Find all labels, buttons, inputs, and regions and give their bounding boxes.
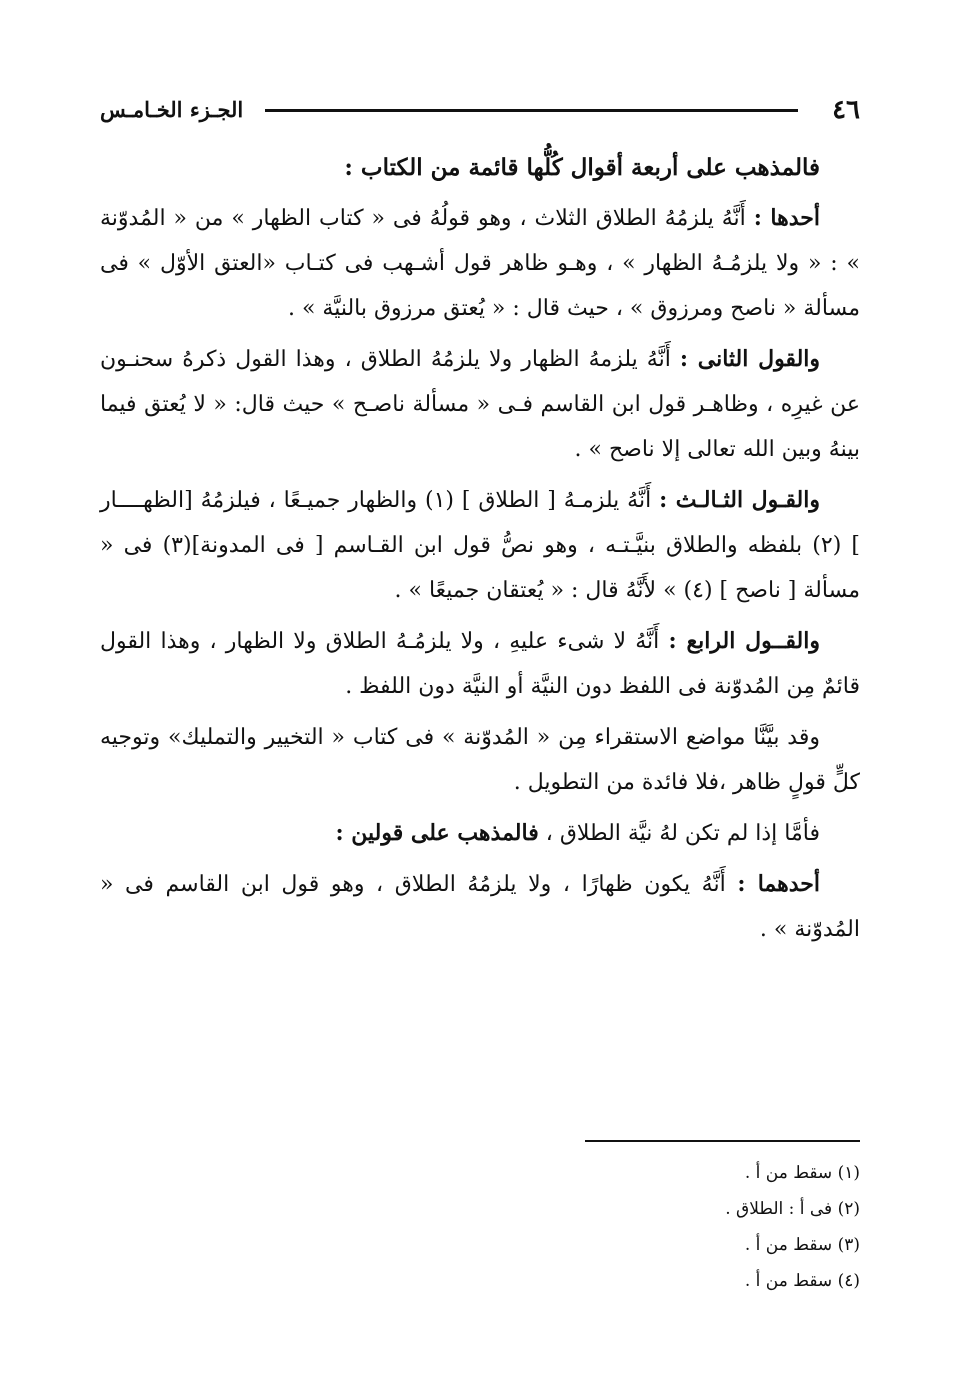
page-header bbox=[100, 92, 860, 132]
paragraph-first-opinion bbox=[100, 196, 860, 331]
paragraph-lead: أحدهما : bbox=[737, 871, 820, 897]
footnote-rule bbox=[585, 1140, 860, 1142]
paragraph-lead: فالمذهب على قولين : bbox=[335, 820, 539, 846]
section-intro: فالمذهب على أربعة أقوال كُلُّها قائمة من الكتاب : bbox=[344, 154, 820, 181]
paragraph-lead: والقــول الرابع : bbox=[668, 628, 820, 654]
paragraph-text: فأمَّا إذا لم تكن لهُ نيَّة الطلاق ، bbox=[538, 821, 820, 846]
paragraph-text: أَنَّهُ يلزمهُ الظهار ولا يلزمُهُ الطلاق ، وهذا القول ذكرهُ سحنـون عن غيرِه ، وظاهـر قول ابن القاسم فـى « مسألة ناصـح » حيث قال: « لا يُعتق فيما بينهُ وبين الله تعالى إلا ناصح » . bbox=[100, 347, 860, 462]
footnotes bbox=[460, 1155, 860, 1299]
footnote: (٢) فى أ : الطلاق . bbox=[725, 1199, 860, 1219]
paragraph-lead: أحدها : bbox=[753, 205, 820, 231]
body-text bbox=[100, 145, 860, 958]
running-title: الجـزء الخـامـس bbox=[100, 97, 244, 122]
paragraph-fourth-opinion bbox=[100, 619, 860, 709]
paragraph-lead: والقول الثانى : bbox=[679, 346, 821, 372]
paragraph-text: أَنَّهُ لا شىء عليهِ ، ولا يلزمُـهُ الطلاق ولا الظهار ، وهذا القول قائمٌ مِن المُدوّنة فى اللفظ دون النيَّة أو النيَّة دون اللفظ . bbox=[100, 629, 860, 699]
paragraph-final-opinion bbox=[100, 862, 860, 952]
paragraph-text: أَنَّهُ يلزمُهُ الطلاق الثلاث ، وهو قولُهُ فى « كتاب الظهار » من « المُدوّنة » : « ولا يلزمُـهُ الظهار » ، وهـو ظاهر قول أشـهب فى كتـاب «العتق الأوّل » فى مسألة « ناصح ومرزوق » ، حيث قال : « يُعتق مرزوق بالنيَّة » . bbox=[100, 206, 860, 321]
paragraph-third-opinion bbox=[100, 478, 860, 613]
footnote: (١) سقط من أ . bbox=[744, 1163, 860, 1183]
paragraph-text: أَنَّهُ يكون ظهارًا ، ولا يلزمُهُ الطلاق ، وهو قول ابن القاسم فى « المُدوّنة » . bbox=[100, 872, 860, 942]
header-rule bbox=[265, 109, 798, 112]
paragraph-conclusion: وقد بيَّنَّا مواضع الاستقراء مِن « المُدوّنة » فى كتاب « التخيير والتمليك» وتوجيه كلٍّ قولٍ ظاهر ،فلا فائدة من التطويل . bbox=[100, 725, 860, 795]
page-number: ٤٦ bbox=[832, 95, 860, 125]
footnote: (٤) سقط من أ . bbox=[744, 1271, 860, 1291]
paragraph-second-intro bbox=[100, 811, 860, 856]
paragraph-text: أَنَّهُ يلزمـهُ [ الطلاق ] (١) والظهار جميـعًا ، فيلزمُهُ [الظهــــار ] (٢) بلفظه والطلاق بنيَّـتـه ، وهو نصُّ قول ابن القـاسم [ فى المدونة](٣) فى « مسألة [ ناصح ] (٤) » لأَنَّهُ قال : « يُعتقان جميعًا » . bbox=[100, 488, 860, 603]
footnote: (٣) سقط من أ . bbox=[744, 1235, 860, 1255]
paragraph-second-opinion bbox=[100, 337, 860, 472]
paragraph-lead: والقـول الثـالـث : bbox=[659, 487, 820, 513]
